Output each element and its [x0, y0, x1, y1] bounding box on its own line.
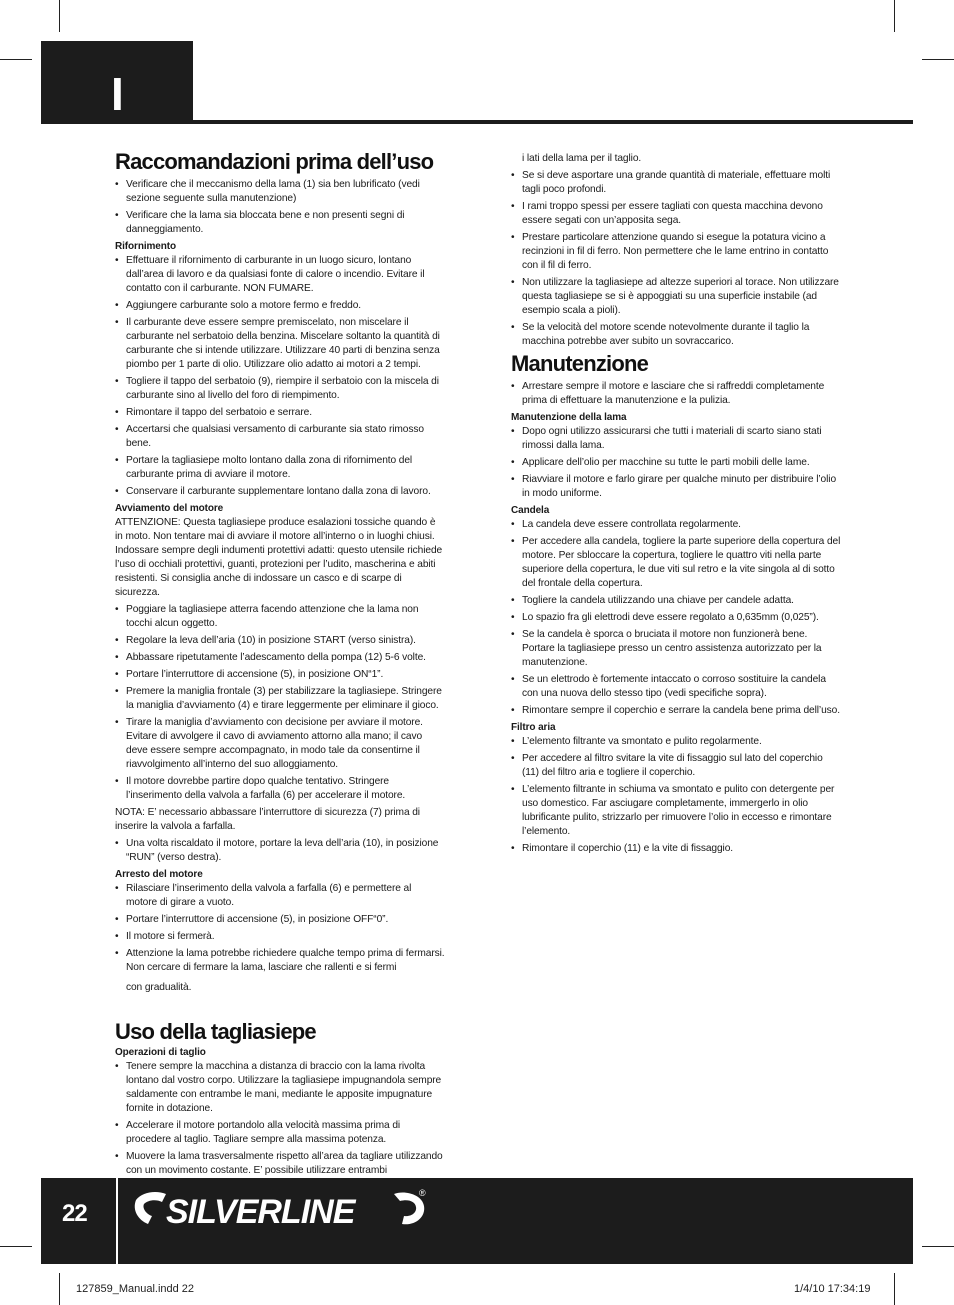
page-number: 22: [62, 1200, 87, 1227]
list-item: • Rimontare il tappo del serbatoio e serrare.: [115, 406, 445, 420]
list-item: • Conservare il carburante supplementare lontano dalla zona di lavoro.: [115, 485, 445, 499]
slug-filename: 127859_Manual.indd 22: [76, 1283, 195, 1295]
list-item: • Rimontare il coperchio (11) e la vite di fissaggio.: [511, 842, 841, 856]
list-item: • Rilasciare l’inserimento della valvola a farfalla (6) e permettere al motore di girare a vuoto.: [115, 882, 445, 910]
arresto-continuation: con gradualità.: [126, 982, 192, 993]
crop-mark: [922, 59, 954, 60]
list-item: • Accertarsi che qualsiasi versamento di carburante sia stato rimosso bene.: [115, 423, 445, 451]
list-item: • Abbassare ripetutamente l’adescamento della pompa (12) 5-6 volte.: [115, 651, 445, 665]
avviamento-list: [115, 603, 445, 803]
crop-mark: [0, 59, 32, 60]
list-item: • Il carburante deve essere sempre premiscelato, non miscelare il carburante nel serbatoio della benzina. Miscelare soltanto la quantità di carburante che si intende utilizzare. Utilizzare 40 parti di benzina senza piombo per 1 parte di olio. Utilizzare olio adatto ai motori a 2 tempi.: [115, 316, 445, 372]
list-item: • Verificare che il meccanismo della lama (1) sia ben lubrificato (vedi sezione seguente sulla manutenzione): [115, 178, 445, 206]
list-item: • Regolare la leva dell’aria (10) in posizione START (verso sinistra).: [115, 634, 445, 648]
footer-divider: [116, 1178, 118, 1264]
arresto-list: [115, 882, 445, 975]
list-item: • Togliere la candela utilizzando una chiave per candele adatta.: [511, 594, 841, 608]
silverline-logo: [132, 1186, 432, 1237]
list-item: • Tenere sempre la macchina a distanza di braccio con la lama rivolta lontano dal vostro corpo. Utilizzare la tagliasiepe impugnandola sempre saldamente con entrambe le mani, mediante le apposite impugnature fornite in dotazione.: [115, 1060, 445, 1116]
list-item: • L’elemento filtrante va smontato e pulito regolarmente.: [511, 735, 841, 749]
subheading-candela: Candela: [511, 505, 550, 516]
list-item: • Verificare che la lama sia bloccata bene e non presenti segni di danneggiamento.: [115, 209, 445, 237]
list-item: • Prestare particolare attenzione quando si esegue la potatura vicino a recinzioni in fil di ferro. Non permettere che le lame entrino in contatto con il fil di ferro.: [511, 231, 841, 273]
section-title-manutenzione: Manutenzione: [511, 351, 649, 376]
language-tab: [41, 41, 193, 123]
note-paragraph: NOTA: E’ necessario abbassare l’interruttore di sicurezza (7) prima di inserire la valvola a farfalla.: [115, 807, 420, 832]
list-item: • Per accedere alla candela, togliere la parte superiore della copertura del motore. Per sbloccare la copertura, togliere le quattro viti nella parte superiore della copertura, le due viti sul retro e la vite singola al di sotto del frontale della copertura.: [511, 535, 841, 591]
list-item: • Per accedere al filtro svitare la vite di fissaggio sul lato del coperchio (11) del filtro aria e togliere il coperchio.: [511, 752, 841, 780]
candela-list: [511, 518, 841, 718]
list-item: • Arrestare sempre il motore e lasciare che si raffreddi completamente prima di effettuare la manutenzione e la pulizia.: [511, 380, 841, 408]
subheading-lama: Manutenzione della lama: [511, 412, 627, 423]
list-item: • Attenzione la lama potrebbe richiedere qualche tempo prima di fermarsi. Non cercare di fermare la lama, lasciare che rallenti e si fermi: [115, 947, 445, 975]
list-item: • Applicare dell’olio per macchine su tutte le parti mobili delle lame.: [511, 456, 841, 470]
list-item: • Se la velocità del motore scende notevolmente durante il taglio la macchina potrebbe aver subito un sovraccarico.: [511, 321, 841, 349]
list-item: • La candela deve essere controllata regolarmente.: [511, 518, 841, 532]
left-column: [115, 150, 445, 1181]
continued-text: i lati della lama per il taglio.: [522, 153, 642, 164]
list-item: • Se la candela è sporca o bruciata il motore non funzionerà bene. Portare la tagliasiepe presso un centro assistenza autorizzato per la manutenzione.: [511, 628, 841, 670]
list-item: • Il motore si fermerà.: [115, 930, 445, 944]
logo-wordmark: SILVERLINE: [166, 1193, 355, 1231]
right-column: [511, 152, 841, 859]
uso-list-continued: [511, 169, 841, 349]
registered-mark: ®: [419, 1188, 426, 1198]
subheading-filtro: Filtro aria: [511, 722, 556, 733]
lama-list: [511, 425, 841, 501]
header-rule: [41, 120, 913, 124]
list-item: • Tirare la maniglia d’avviamento con decisione per avviare il motore. Evitare di avvolgere il cavo di avviamento attorno alla mano; il cavo deve essere sempre accompagnato, in modo tale da consentirne il riavvolgimento all’interno del suo alloggiamento.: [115, 716, 445, 772]
list-item: • Rimontare sempre il coperchio e serrare la candela bene prima dell’uso.: [511, 704, 841, 718]
subheading-arresto: Arresto del motore: [115, 869, 203, 880]
list-item: • Se un elettrodo è fortemente intaccato o corroso sostituire la candela con una nuova dello stesso tipo (vedi specifiche sopra).: [511, 673, 841, 701]
list-item: • Se si deve asportare una grande quantità di materiale, effettuare molti tagli poco profondi.: [511, 169, 841, 197]
list-item: • Una volta riscaldato il motore, portare la leva dell’aria (10), in posizione “RUN” (verso destra).: [115, 837, 445, 865]
list-item: • Portare l’interruttore di accensione (5), in posizione OFF“0”.: [115, 913, 445, 927]
list-item: • Il motore dovrebbe partire dopo qualche tentativo. Stringere l’inserimento della valvola a farfalla (6) per accelerare il motore.: [115, 775, 445, 803]
crop-mark: [894, 0, 895, 32]
subheading-operazioni: Operazioni di taglio: [115, 1047, 206, 1058]
silverline-logo-graphic: [132, 1186, 432, 1232]
crop-mark: [59, 1273, 60, 1305]
section-gap: [115, 998, 445, 1020]
crop-mark: [0, 1246, 32, 1247]
list-item: • Togliere il tappo del serbatoio (9), riempire il serbatoio con la miscela di carburante sino al livello del foro di riempimento.: [115, 375, 445, 403]
list-item: • Premere la maniglia frontale (3) per stabilizzare la tagliasiepe. Stringere la maniglia d’avviamento (4) e tirare leggermente per eliminare il gioco.: [115, 685, 445, 713]
rifornimento-list: [115, 254, 445, 499]
list-item: • Muovere la lama trasversalmente rispetto all’area da tagliare utilizzando con un movimento costante. E’ possibile utilizzare entrambi: [115, 1150, 445, 1178]
list-item: • Portare l’interruttore di accensione (5), in posizione ON“1”.: [115, 668, 445, 682]
slug-timestamp: 1/4/10 17:34:19: [794, 1283, 871, 1295]
list-item: • L’elemento filtrante in schiuma va smontato e pulito con detergente per uso domestico. Far asciugare completamente, immergerlo in olio lubrificante pulito, strizzarlo per rimuovere l’olio in eccesso e rimontare l’elemento.: [511, 783, 841, 839]
section-title-uso: Uso della tagliasiepe: [115, 1019, 316, 1044]
crop-mark: [922, 1246, 954, 1247]
crop-mark: [59, 0, 60, 32]
list-item: • Dopo ogni utilizzo assicurarsi che tutti i materiali di scarto siano stati rimossi dalla lama.: [511, 425, 841, 453]
list-item: • Non utilizzare la tagliasiepe ad altezze superiori al torace. Non utilizzare questa tagliasiepe se si è appoggiati su una superficie instabile (ad esempio scala a pioli).: [511, 276, 841, 318]
manutenzione-list: [511, 380, 841, 408]
list-item: • Lo spazio fra gli elettrodi deve essere regolato a 0,635mm (0,025”).: [511, 611, 841, 625]
list-item: • Riavviare il motore e farlo girare per qualche minuto per distribuire l’olio in modo uniforme.: [511, 473, 841, 501]
list-item: • Poggiare la tagliasiepe atterra facendo attenzione che la lama non tocchi alcun oggetto.: [115, 603, 445, 631]
avviamento-list-2: [115, 837, 445, 865]
filtro-list: [511, 735, 841, 856]
crop-mark: [894, 1273, 895, 1305]
language-tab-label: I: [111, 68, 124, 120]
list-item: • I rami troppo spessi per essere tagliati con questa macchina devono essere segati con un’apposita sega.: [511, 200, 841, 228]
warning-paragraph: ATTENZIONE: Questa tagliasiepe produce esalazioni tossiche quando è in moto. Non tentare mai di avviare il motore all’interno o in luoghi chiusi. Indossare sempre degli indumenti protettivi adatti: questo utensile richiede l’uso di occhiali protettivi, guanti, protezioni per l’udito, mascherina e abiti resistenti. Si consiglia anche di indossare un casco e di scarpe di sicurezza.: [115, 517, 443, 598]
intro-list: [115, 178, 445, 237]
list-item: • Effettuare il rifornimento di carburante in un luogo sicuro, lontano dall’area di lavoro e da qualsiasi fonte di calore o incendio. Evitare il contatto con il carburante. NON FUMARE.: [115, 254, 445, 296]
subheading-avviamento: Avviamento del motore: [115, 503, 224, 514]
operazioni-list: [115, 1060, 445, 1178]
list-item: • Portare la tagliasiepe molto lontano dalla zona di rifornimento del carburante prima di avviare il motore.: [115, 454, 445, 482]
subheading-rifornimento: Rifornimento: [115, 241, 177, 252]
list-item: • Aggiungere carburante solo a motore fermo e freddo.: [115, 299, 445, 313]
list-item: • Accelerare il motore portandolo alla velocità massima prima di procedere al taglio. Tagliare sempre alla massima potenza.: [115, 1119, 445, 1147]
section-title-raccomandazioni: Raccomandazioni prima dell’uso: [115, 149, 434, 174]
